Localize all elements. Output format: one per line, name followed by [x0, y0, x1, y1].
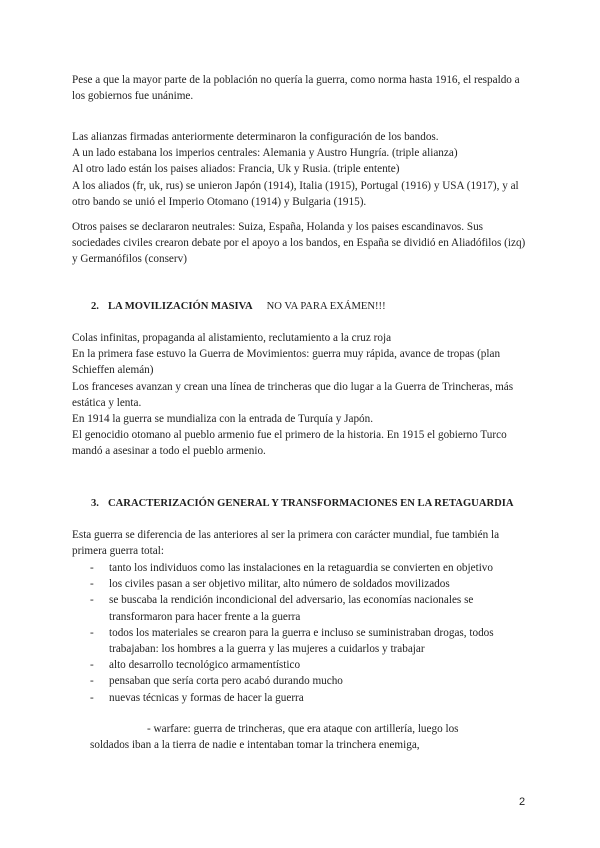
section-note: NO VA PARA EXÁMEN!!!	[266, 301, 386, 312]
sub-point-rest: soldados iban a la tierra de nadie e intentaban tomar la trinchera enemiga,	[90, 739, 420, 752]
alliances-line: Las alianzas firmadas anteriormente determinaron la configuración de los bandos.	[72, 131, 439, 143]
list-item: - tanto los individuos como las instalaciones en la retaguardia se convierten en objetivo	[72, 560, 532, 576]
characteristics-list	[72, 560, 532, 706]
section-heading-3	[91, 496, 514, 512]
list-item: - nuevas técnicas y formas de hacer la guerra	[72, 690, 532, 706]
mobilization-line: El genocidio otomano al pueblo armenio fue el primero de la historia. En 1915 el gobierno Turco mandó a asesinar a todo el pueblo armenio.	[72, 429, 507, 458]
mobilization-line: Colas infinitas, propaganda al alistamiento, reclutamiento a la cruz roja	[72, 332, 392, 344]
alliances-line: A los aliados (fr, uk, rus) se unieron Japón (1914), Italia (1915), Portugal (1916) y USA (1917), y al otro bando se unió el Imperio Otomano (1914) y Bulgaria (1915).	[72, 179, 519, 208]
section-number: 3.	[91, 498, 99, 509]
mobilization-line: Los franceses avanzan y crean una línea de trincheras que dio lugar a la Guerra de Trincheras, más estática y lenta.	[72, 380, 514, 409]
paragraph-total-war: Esta guerra se diferencia de las anteriores al ser la primera con carácter mundial, fue también la primera guerra total:	[72, 529, 500, 558]
alliances-line: Al otro lado están los paises aliados: Francia, Uk y Rusia. (triple entente)	[72, 163, 400, 176]
alliances-line: A un lado estabana los imperios centrales: Alemania y Austro Hungría. (triple alianza)	[72, 147, 458, 160]
list-item: - pensaban que sería corta pero acabó durando mucho	[72, 673, 532, 689]
mobilization-line: En 1914 la guerra se mundializa con la entrada de Turquía y Japón.	[72, 413, 374, 426]
list-item: - todos los materiales se crearon para la guerra e incluso se suministraban drogas, todos trabajaban: los hombres a la guerra y las mujeres a cuidarlos y trabajar	[72, 625, 532, 657]
section-title: CARACTERIZACIÓN GENERAL Y TRANSFORMACIONES EN LA RETAGUARDIA	[108, 498, 514, 509]
paragraph-intro: Pese a que la mayor parte de la población no quería la guerra, como norma hasta 1916, el respaldo a los gobiernos fue unánime.	[72, 74, 520, 103]
paragraph-mobilization	[72, 330, 532, 460]
paragraph-neutral: Otros paises se declararon neutrales: Suiza, España, Holanda y los paises escandinavos. Sus sociedades civiles crearon debate por el apoyo a los bandos, en España se dividió en Aliadófilos (izq) y Germanófilos (conserv)	[72, 221, 526, 266]
section-title: LA MOVILIZACIÓN MASIVA	[108, 301, 253, 312]
list-item: - alto desarrollo tecnológico armamentístico	[72, 657, 532, 673]
mobilization-line: En la primera fase estuvo la Guerra de Movimientos: guerra muy rápida, avance de tropas (plan Schieffen alemán)	[72, 348, 501, 377]
list-item: - los civiles pasan a ser objetivo militar, alto número de soldados movilizados	[72, 576, 532, 592]
section-number: 2.	[91, 301, 99, 312]
sub-point-first-line: - warfare: guerra de trincheras, que era ataque con artillería, luego los	[147, 723, 459, 735]
section-heading-2	[91, 299, 386, 315]
page-number: 2	[519, 796, 526, 808]
sub-point-warfare	[90, 721, 530, 753]
paragraph-alliances	[72, 129, 532, 210]
list-item: - se buscaba la rendición incondicional del adversario, las economías nacionales se transformaron para hacer frente a la guerra	[72, 592, 532, 624]
